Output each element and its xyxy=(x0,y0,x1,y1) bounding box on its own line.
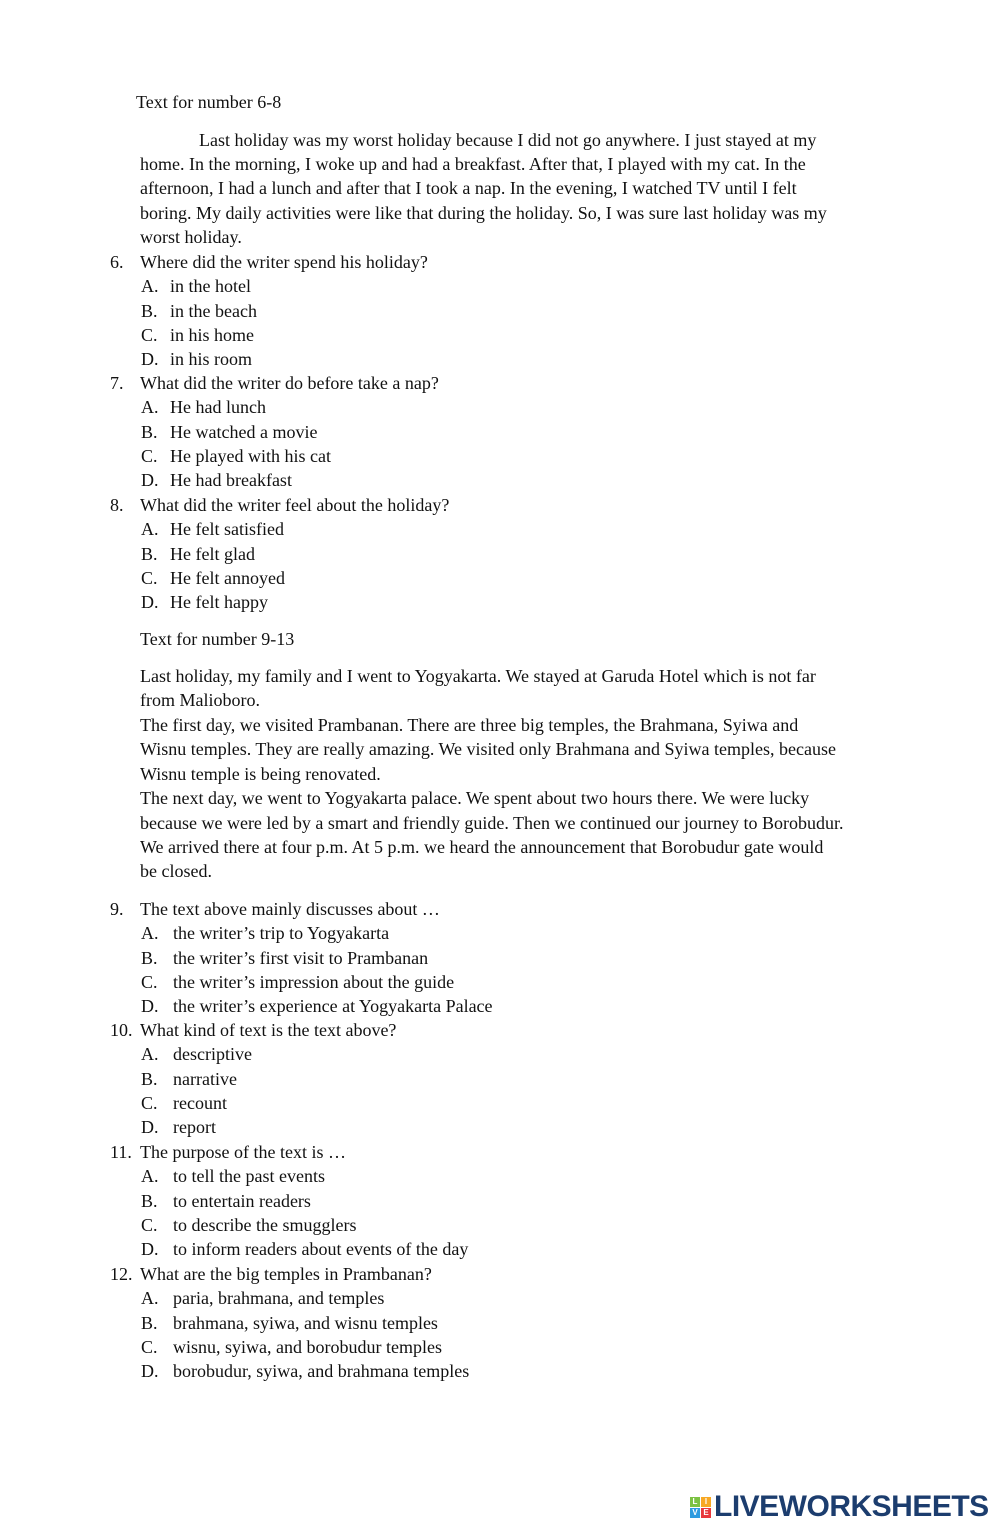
question-text: The purpose of the text is … xyxy=(140,1142,346,1162)
passage-line: The next day, we went to Yogyakarta palace. We spent about two hours there. We were lucky xyxy=(140,788,810,808)
option-letter[interactable]: D. xyxy=(141,1361,159,1381)
option-letter[interactable]: B. xyxy=(141,948,158,968)
option-letter[interactable]: B. xyxy=(141,422,158,442)
option-letter[interactable]: B. xyxy=(141,1191,158,1211)
passage-line: because we were led by a smart and friendly guide. Then we continued our journey to Borobudur. xyxy=(140,813,844,833)
logo-tiles-icon: L I V E xyxy=(690,1497,711,1518)
question-number: 8. xyxy=(110,495,124,515)
section-heading: Text for number 9-13 xyxy=(140,629,295,649)
option-text[interactable]: wisnu, syiwa, and borobudur temples xyxy=(173,1337,442,1357)
option-text[interactable]: to tell the past events xyxy=(173,1166,325,1186)
option-text[interactable]: in his home xyxy=(170,325,254,345)
passage-line: Wisnu temples. They are really amazing. We visited only Brahmana and Syiwa temples, because xyxy=(140,739,836,759)
option-text[interactable]: the writer’s impression about the guide xyxy=(173,972,455,992)
question-number: 7. xyxy=(110,373,124,393)
question-text: What kind of text is the text above? xyxy=(140,1020,397,1040)
option-letter[interactable]: D. xyxy=(141,349,159,369)
option-text[interactable]: He felt glad xyxy=(170,544,255,564)
passage-line: afternoon, I had a lunch and after that I took a nap. In the evening, I watched TV until I felt xyxy=(140,178,797,198)
option-text[interactable]: He played with his cat xyxy=(170,446,331,466)
question-text: Where did the writer spend his holiday? xyxy=(140,252,428,272)
option-letter[interactable]: A. xyxy=(141,1166,159,1186)
option-text[interactable]: report xyxy=(173,1117,216,1137)
option-letter[interactable]: D. xyxy=(141,996,159,1016)
option-letter[interactable]: C. xyxy=(141,568,158,588)
option-text[interactable]: in the hotel xyxy=(170,276,251,296)
option-text[interactable]: He had breakfast xyxy=(170,470,292,490)
liveworksheets-logo xyxy=(690,1490,989,1524)
option-text[interactable]: paria, brahmana, and temples xyxy=(173,1288,385,1308)
passage-line: from Malioboro. xyxy=(140,690,260,710)
passage-line: Last holiday was my worst holiday because I did not go anywhere. I just stayed at my xyxy=(199,130,817,150)
option-text[interactable]: borobudur, syiwa, and brahmana temples xyxy=(173,1361,470,1381)
option-letter[interactable]: C. xyxy=(141,1215,158,1235)
option-letter[interactable]: C. xyxy=(141,1093,158,1113)
option-letter[interactable]: B. xyxy=(141,301,158,321)
question-number: 12. xyxy=(110,1264,133,1284)
question-text: What did the writer do before take a nap? xyxy=(140,373,439,393)
option-text[interactable]: in the beach xyxy=(170,301,257,321)
option-letter[interactable]: C. xyxy=(141,972,158,992)
option-letter[interactable]: B. xyxy=(141,1313,158,1333)
question-text: What did the writer feel about the holiday? xyxy=(140,495,450,515)
logo-text: LIVEWORKSHEETS xyxy=(714,1490,989,1523)
option-text[interactable]: recount xyxy=(173,1093,227,1113)
passage-line: boring. My daily activities were like that during the holiday. So, I was sure last holiday was my xyxy=(140,203,827,223)
option-letter[interactable]: B. xyxy=(141,544,158,564)
option-text[interactable]: He felt annoyed xyxy=(170,568,285,588)
question-number: 9. xyxy=(110,899,124,919)
option-text[interactable]: He had lunch xyxy=(170,397,266,417)
option-text[interactable]: He felt happy xyxy=(170,592,268,612)
option-letter[interactable]: A. xyxy=(141,1044,159,1064)
option-text[interactable]: the writer’s first visit to Prambanan xyxy=(173,948,429,968)
section-heading: Text for number 6-8 xyxy=(136,92,282,112)
option-letter[interactable]: A. xyxy=(141,397,159,417)
option-letter[interactable]: A. xyxy=(141,276,159,296)
option-letter[interactable]: D. xyxy=(141,592,159,612)
option-letter[interactable]: D. xyxy=(141,1239,159,1259)
option-text[interactable]: to describe the smugglers xyxy=(173,1215,357,1235)
option-text[interactable]: the writer’s experience at Yogyakarta Palace xyxy=(173,996,493,1016)
passage-line: be closed. xyxy=(140,861,212,881)
question-text: What are the big temples in Prambanan? xyxy=(140,1264,432,1284)
option-text[interactable]: in his room xyxy=(170,349,253,369)
option-letter[interactable]: D. xyxy=(141,470,159,490)
passage-line: The first day, we visited Prambanan. There are three big temples, the Brahmana, Syiwa and xyxy=(140,715,799,735)
option-letter[interactable]: D. xyxy=(141,1117,159,1137)
option-text[interactable]: descriptive xyxy=(173,1044,252,1064)
option-letter[interactable]: C. xyxy=(141,446,158,466)
option-text[interactable]: the writer’s trip to Yogyakarta xyxy=(173,923,390,943)
question-number: 10. xyxy=(110,1020,133,1040)
option-letter[interactable]: C. xyxy=(141,325,158,345)
question-text: The text above mainly discusses about … xyxy=(140,899,440,919)
question-number: 6. xyxy=(110,252,124,272)
option-text[interactable]: He felt satisfied xyxy=(170,519,284,539)
passage-line: Wisnu temple is being renovated. xyxy=(140,764,381,784)
option-letter[interactable]: C. xyxy=(141,1337,158,1357)
option-text[interactable]: He watched a movie xyxy=(170,422,318,442)
passage-line: worst holiday. xyxy=(140,227,242,247)
option-letter[interactable]: B. xyxy=(141,1069,158,1089)
passage-line: We arrived there at four p.m. At 5 p.m. we heard the announcement that Borobudur gate would xyxy=(140,837,824,857)
option-letter[interactable]: A. xyxy=(141,1288,159,1308)
option-text[interactable]: brahmana, syiwa, and wisnu temples xyxy=(173,1313,438,1333)
option-text[interactable]: narrative xyxy=(173,1069,237,1089)
option-text[interactable]: to inform readers about events of the day xyxy=(173,1239,469,1259)
option-letter[interactable]: A. xyxy=(141,519,159,539)
passage-line: Last holiday, my family and I went to Yogyakarta. We stayed at Garuda Hotel which is not far xyxy=(140,666,816,686)
option-letter[interactable]: A. xyxy=(141,923,159,943)
question-number: 11. xyxy=(110,1142,132,1162)
option-text[interactable]: to entertain readers xyxy=(173,1191,311,1211)
passage-line: home. In the morning, I woke up and had a breakfast. After that, I played with my cat. In the xyxy=(140,154,806,174)
